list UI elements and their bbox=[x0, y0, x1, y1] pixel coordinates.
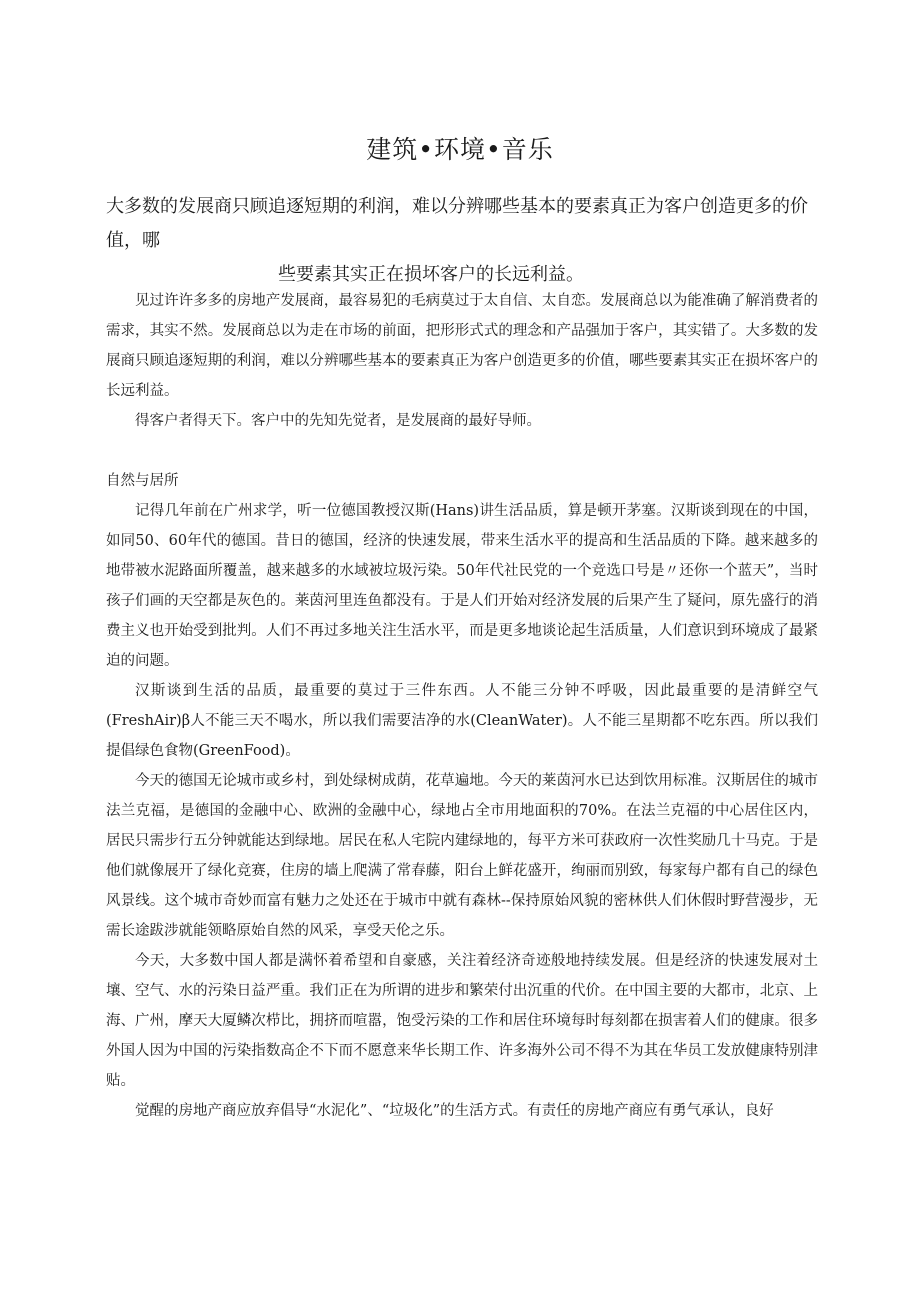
body-paragraph: 觉醒的房地产商应放弃倡导“水泥化”、“垃圾化”的生活方式。有责任的房地产商应有勇气承认，良好 bbox=[135, 1103, 774, 1119]
section-heading: 自然与居所 bbox=[106, 473, 179, 489]
body-paragraph: 记得几年前在广州求学，听一位德国教授汉斯(Hans)讲生活品质，算是顿开茅塞。汉斯谈到现在的中国，如同50、60年代的德国。昔日的德国，经济的快速发展，带来生活水平的提高和生活品质的下降。越来越多的地带被水泥路面所覆盖，越来越多的水域被垃圾污染。50年代社民党的一个竞选口号是〃还你一个蓝天”，当时孩子们画的天空都是灰色的。莱茵河里连鱼都没有。于是人们开始对经济发展的后果产生了疑问，原先盛行的消费主义也开始受到批判。人们不再过多地关注生活水平，而是更多地谈论起生活质量，人们意识到环境成了最紧迫的问题。 bbox=[106, 503, 818, 669]
subtitle-line-1: 大多数的发展商只顾追逐短期的利润，难以分辨哪些基本的要素真正为客户创造更多的价值，哪 bbox=[106, 196, 808, 251]
page-title: 建筑•环境•音乐 bbox=[366, 135, 554, 164]
article-body bbox=[106, 286, 818, 1126]
subtitle-line-2: 些要素其实正在损坏客户的长远利益。 bbox=[278, 264, 584, 285]
body-paragraph: 今天的德国无论城市或乡村，到处绿树成荫，花草遍地。今天的莱茵河水已达到饮用标准。汉斯居住的城市法兰克福，是德国的金融中心、欧洲的金融中心，绿地占全市用地面积的70%。在法兰克福的中心居住区内，居民只需步行五分钟就能达到绿地。居民在私人宅院内建绿地的，每平方米可获政府一次性奖励几十马克。于是他们就像展开了绿化竞赛，住房的墙上爬满了常春藤，阳台上鲜花盛开，绚丽而别致，每家每户都有自己的绿色风景线。这个城市奇妙而富有魅力之处还在于城市中就有森林--保持原始风貌的密林供人们休假时野营漫步，无需长途跋涉就能领略原始自然的风采，享受天伦之乐。 bbox=[106, 773, 818, 939]
subtitle bbox=[106, 190, 818, 292]
intro-paragraph: 得客户者得天下。客户中的先知先觉者，是发展商的最好导师。 bbox=[135, 413, 541, 429]
body-paragraph: 汉斯谈到生活的品质，最重要的莫过于三件东西。人不能三分钟不呼吸，因此最重要的是清鲜空气(FreshAir)β人不能三天不喝水，所以我们需要洁净的水(CleanWater)。人不能三星期都不吃东西。所以我们提倡绿色食物(GreenFood)。 bbox=[106, 683, 818, 759]
intro-paragraph: 见过许许多多的房地产发展商，最容易犯的毛病莫过于太自信、太自恋。发展商总以为能准确了解消费者的需求，其实不然。发展商总以为走在市场的前面，把形形式式的理念和产品强加于客户，其实错了。大多数的发展商只顾追逐短期的利润，难以分辨哪些基本的要素真正为客户创造更多的价值，哪些要素其实正在损坏客户的长远利益。 bbox=[106, 293, 818, 399]
body-paragraph: 今天，大多数中国人都是满怀着希望和自豪感，关注着经济奇迹般地持续发展。但是经济的快速发展对土壤、空气、水的污染日益严重。我们正在为所谓的进步和繁荣付出沉重的代价。在中国主要的大都市，北京、上海、广州，摩天大厦鳞次栉比，拥挤而喧嚣，饱受污染的工作和居住环境每时每刻都在损害着人们的健康。很多外国人因为中国的污染指数高企不下而不愿意来华长期工作、许多海外公司不得不为其在华员工发放健康特别津贴。 bbox=[106, 953, 818, 1089]
